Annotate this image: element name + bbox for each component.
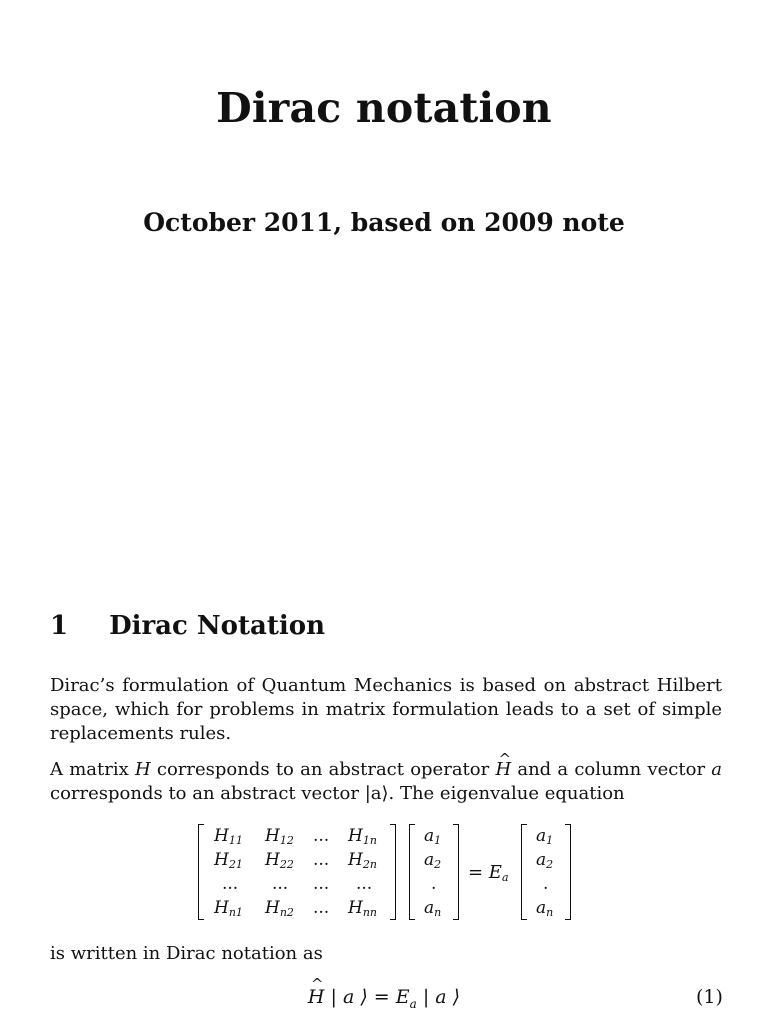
vector-entry: $a_n$ — [424, 898, 442, 919]
text-fragment: corresponds to an abstract operator — [150, 759, 496, 780]
vector-entry: $a_2$ — [536, 850, 554, 871]
section-number: 1 — [50, 611, 69, 641]
paragraph-dirac-intro: is written in Dirac notation as — [50, 943, 323, 964]
section-heading — [50, 611, 325, 641]
matrix-entry: ... — [356, 874, 373, 894]
matrix-entry: $H_{2n}$ — [348, 850, 377, 871]
equation-fragment: | a ⟩ = E — [324, 986, 410, 1008]
matrix-entry: $H_{11}$ — [214, 826, 243, 847]
math-H: H — [134, 759, 151, 780]
equation-subscript: a — [409, 996, 417, 1011]
vector-a-right — [521, 824, 571, 920]
matrix-entry: ... — [313, 874, 330, 894]
math-a: a — [711, 759, 722, 780]
matrix-entry: ... — [272, 874, 289, 894]
matrix-entry: $H_{12}$ — [265, 826, 294, 847]
vector-a-left — [409, 824, 459, 920]
vector-entry: $a_1$ — [536, 826, 554, 847]
text-fragment: corresponds to an abstract vector — [50, 783, 365, 804]
section-title: Dirac Notation — [109, 611, 326, 641]
matrix-entry: ... — [313, 898, 330, 918]
equation-fragment: | a ⟩ — [416, 986, 461, 1008]
math-ket-a: |a⟩ — [364, 783, 389, 804]
vector-entry: $a_n$ — [536, 898, 554, 919]
equation-number: (1) — [696, 986, 723, 1008]
paragraph-intro: Dirac’s formulation of Quantum Mechanics is based on abstract Hilbert space, which for problems in matrix formulation leads to a set of simple replacements rules. — [50, 675, 722, 744]
matrix-entry: ... — [313, 850, 330, 870]
vector-entry: $a_1$ — [424, 826, 442, 847]
matrix-entry: $H_{21}$ — [214, 850, 243, 871]
matrix-entry: ... — [313, 826, 330, 846]
math-H-hat: ^ H — [495, 758, 511, 782]
text-fragment: and a column vector — [511, 759, 712, 780]
math-H-hat: ^ H — [308, 986, 325, 1008]
paragraph-operator — [50, 758, 722, 806]
matrix-entry: $H_{nn}$ — [348, 898, 377, 919]
equation-eigenvalue-dirac — [0, 986, 768, 1011]
text-fragment: . The eigenvalue equation — [388, 783, 625, 804]
vector-entry: . — [431, 874, 437, 894]
document-subtitle: October 2011, based on 2009 note — [143, 208, 625, 237]
vector-entry: $a_2$ — [424, 850, 442, 871]
matrix-entry: $H_{1n}$ — [348, 826, 377, 847]
document-title: Dirac notation — [216, 84, 552, 132]
eigenvalue-matrix-equation — [198, 824, 578, 924]
equals-eigenvalue: = $E_a$ — [468, 862, 509, 884]
text-fragment: A matrix — [50, 759, 135, 780]
matrix-entry: $H_{n2}$ — [265, 898, 294, 919]
vector-entry: . — [543, 874, 549, 894]
matrix-H — [198, 824, 396, 920]
matrix-entry: ... — [222, 874, 239, 894]
matrix-entry: $H_{22}$ — [265, 850, 294, 871]
matrix-entry: $H_{n1}$ — [214, 898, 243, 919]
